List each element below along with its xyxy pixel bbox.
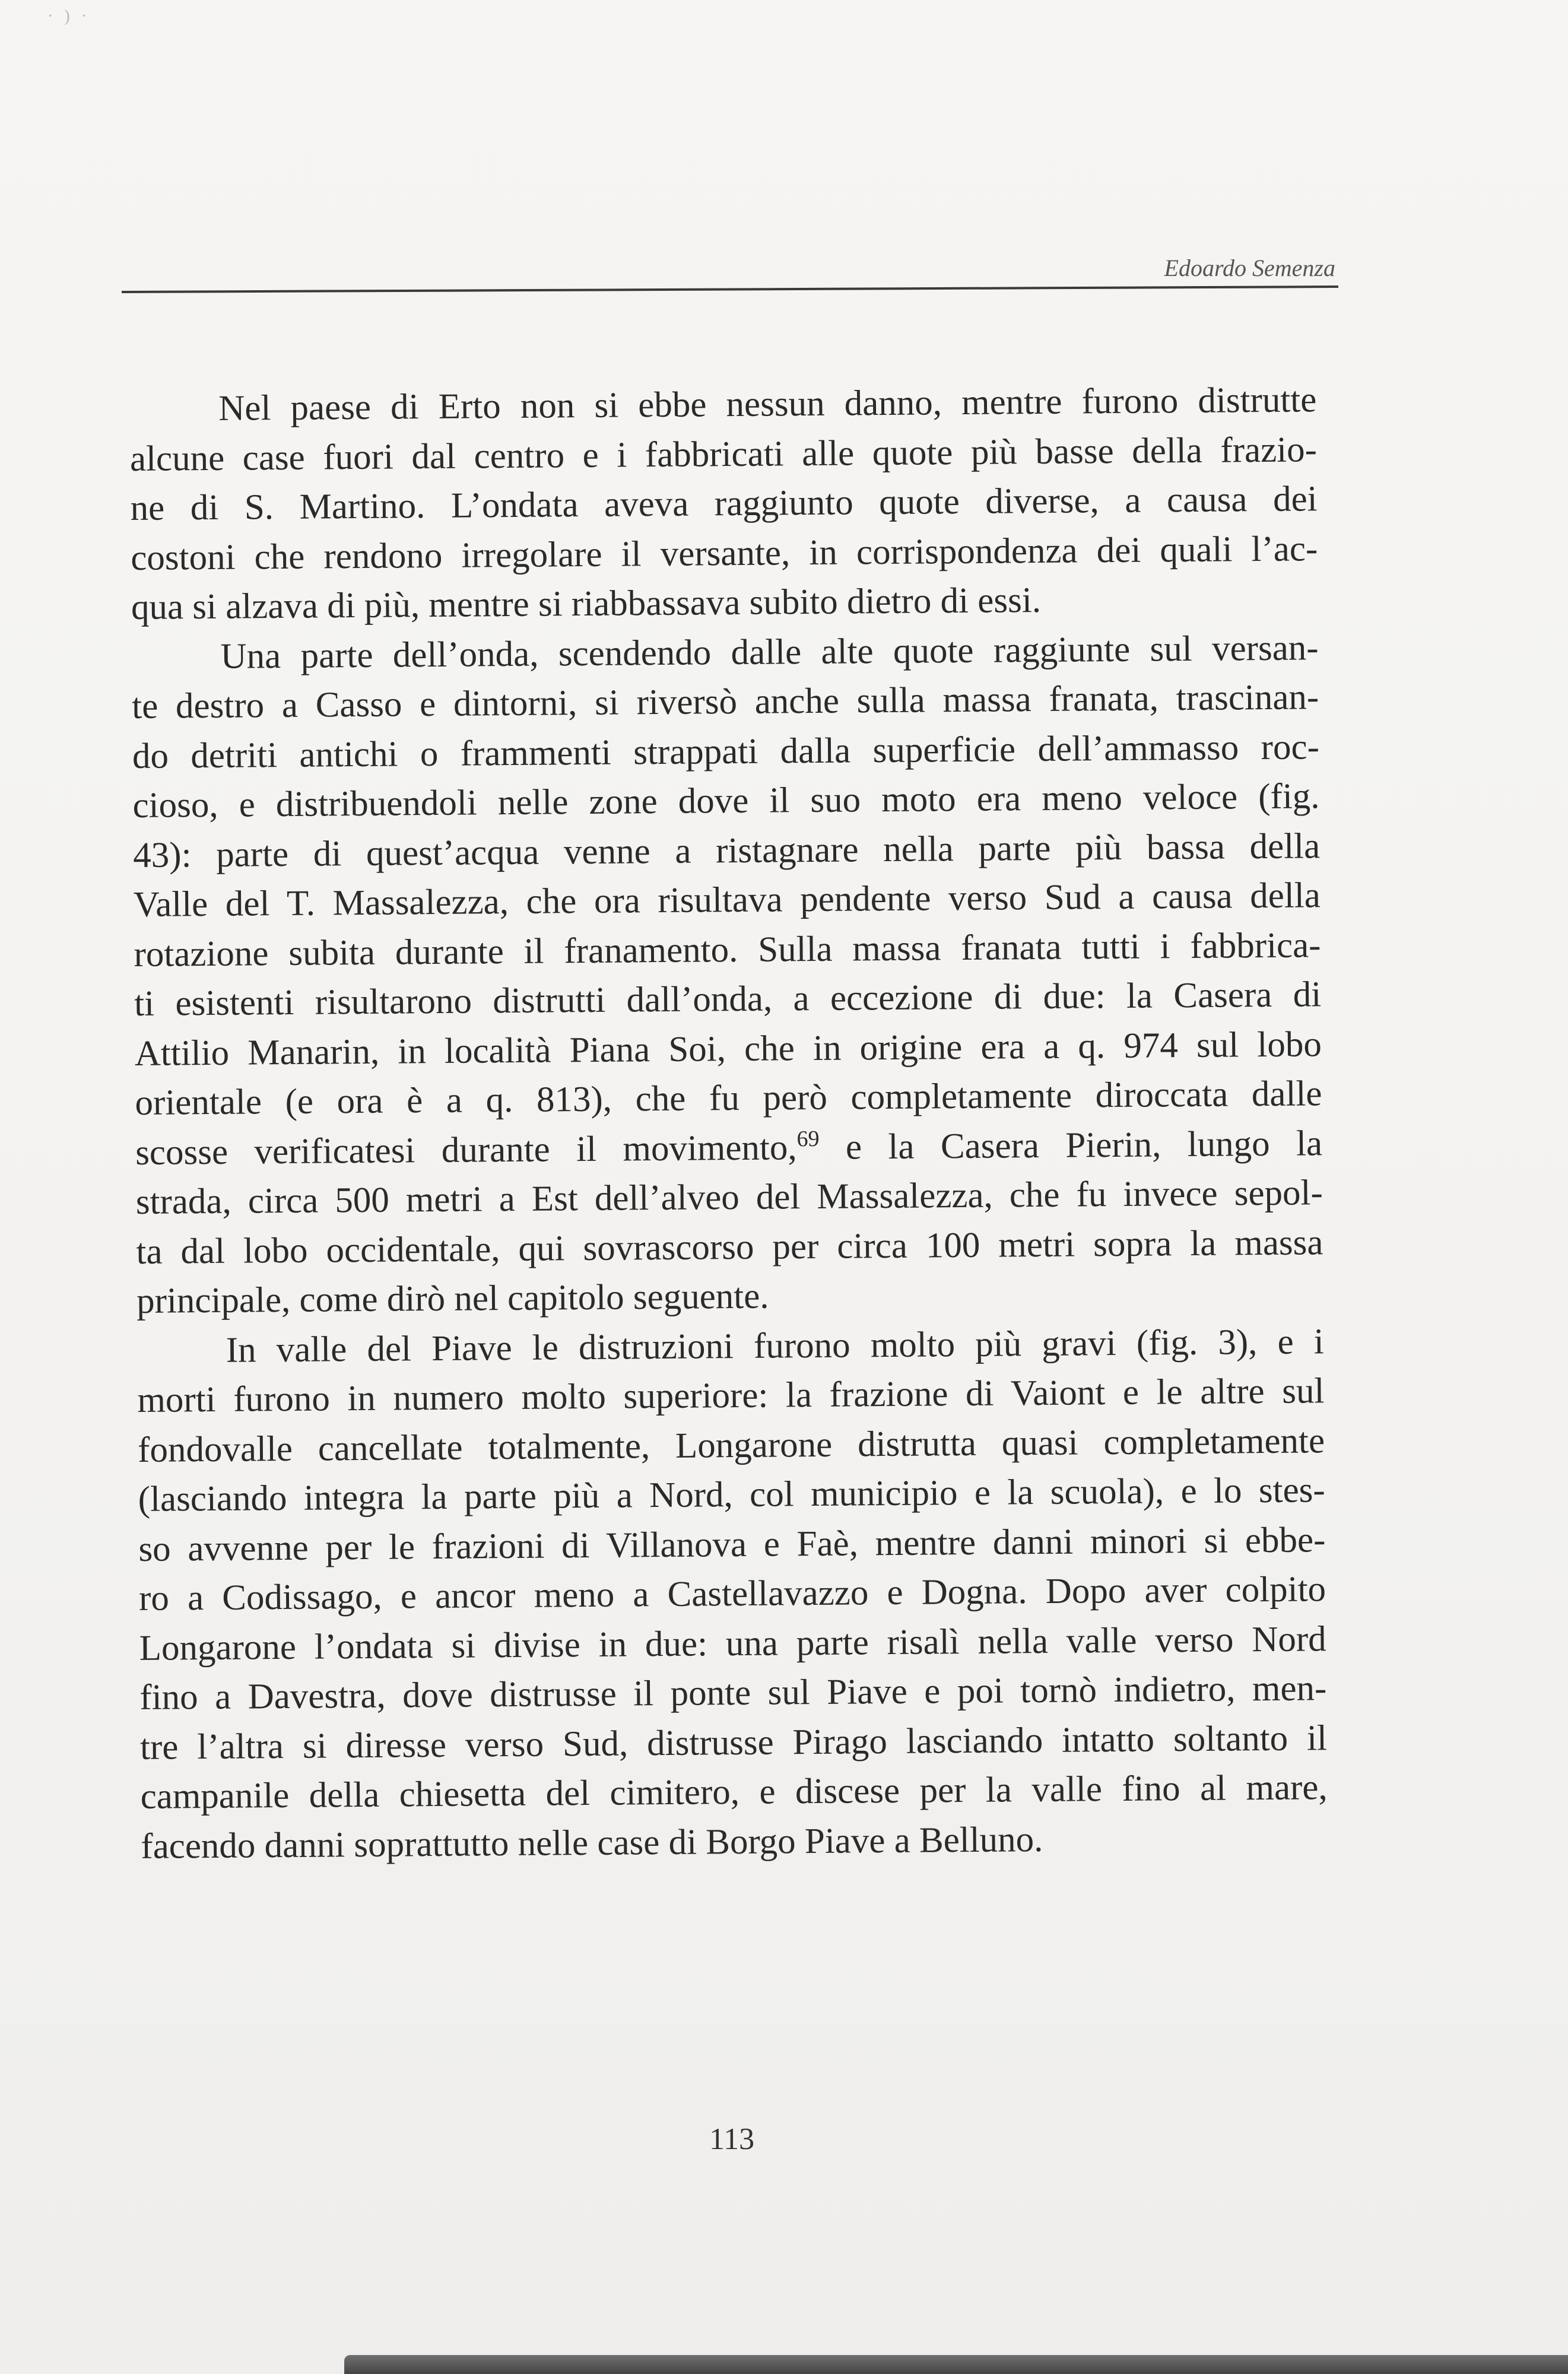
text-line: 43): parte di quest’acqua venne a ristagnare nella parte più bassa della <box>132 826 1321 875</box>
text-line: ro a Codissago, e ancor meno a Castellavazzo e Dogna. Dopo aver colpito <box>138 1569 1326 1618</box>
text-line: fino a Davestra, dove distrusse il ponte sul Piave e poi tornò indietro, men- <box>139 1668 1327 1718</box>
text-line: so avvenne per le frazioni di Villanova e Faè, mentre danni minori si ebbe- <box>138 1519 1326 1569</box>
text-line: cioso, e distribuendoli nelle zone dove il suo moto era meno veloce (fig. <box>132 776 1320 826</box>
text-line: Una parte dell’onda, scendendo dalle alte quote raggiunte sul versan- <box>220 627 1319 677</box>
text-line: tre l’altra si diresse verso Sud, distrusse Pirago lasciando intatto soltanto il <box>139 1718 1328 1767</box>
text-line: principale, come dirò nel capitolo seguente. <box>136 1276 769 1321</box>
text-line-with-footnote <box>135 1119 1323 1178</box>
page-edge-shadow <box>344 2355 1568 2374</box>
text-line: Attilio Manarin, in località Piana Soi, che in origine era a q. 974 sul lobo <box>134 1024 1322 1074</box>
text-line: fondovalle cancellate totalmente, Longarone distrutta quasi completamente <box>137 1420 1325 1470</box>
header-rule <box>122 285 1338 293</box>
paragraph-2 <box>131 623 1323 1326</box>
text-line: orientale (e ora è a q. 813), che fu però completamente diroccata dalle <box>135 1074 1322 1123</box>
footnote-ref[interactable]: 69 <box>796 1126 820 1151</box>
text-line: ta dal lobo occidentale, qui sovrascorso per circa 100 metri sopra la massa <box>136 1222 1323 1272</box>
body-text <box>129 375 1328 1871</box>
text-line: ti esistenti risultarono distrutti dall’onda, a eccezione di due: la Casera di <box>134 975 1322 1024</box>
text-line: In valle del Piave le distruzioni furono molto più gravi (fig. 3), e i <box>226 1321 1324 1370</box>
text-line: Valle del T. Massalezza, che ora risultava pendente verso Sud a causa della <box>133 875 1321 925</box>
text-line: strada, circa 500 metri a Est dell’alveo del Massalezza, che fu invece sepol- <box>135 1173 1323 1222</box>
text-line: alcune case fuori dal centro e i fabbricati alle quote più basse della frazio- <box>129 429 1318 479</box>
text-line: te destro a Casso e dintorni, si riversò anche sulla massa franata, trascinan- <box>131 677 1319 726</box>
text-line: ne di S. Martino. L’ondata aveva raggiunto quote diverse, a causa dei <box>130 479 1318 528</box>
page-number: 113 <box>709 2122 755 2156</box>
text-line: (lasciando integra la parte più a Nord, col municipio e la scuola), e lo stes- <box>138 1470 1325 1519</box>
text-line: facendo danni soprattutto nelle case di Borgo Piave a Belluno. <box>141 1819 1043 1867</box>
corner-mark: · ) · <box>47 7 90 26</box>
paragraph-3 <box>137 1317 1328 1871</box>
text-line: morti furono in numero molto superiore: la frazione di Vaiont e le altre sul <box>137 1371 1325 1420</box>
running-head-author: Edoardo Semenza <box>1164 255 1335 281</box>
text-line: campanile della chiesetta del cimitero, e discese per la valle fino al mare, <box>140 1767 1328 1817</box>
text-line: qua si alzava di più, mentre si riabbassava subito dietro di essi. <box>131 580 1042 627</box>
paragraph-1 <box>129 375 1318 632</box>
text-line: costoni che rendono irregolare il versante, in corrispondenza dei quali l’ac- <box>131 528 1318 578</box>
text-line: rotazione subita durante il franamento. Sulla massa franata tutti i fabbrica- <box>134 925 1321 975</box>
text-line: Nel paese di Erto non si ebbe nessun danno, mentre furono distrutte <box>218 380 1317 429</box>
text-line: do detriti antichi o frammenti strappati dalla superficie dell’ammasso roc- <box>132 726 1320 776</box>
text-segment: e la Casera Pierin, lungo la <box>819 1123 1323 1167</box>
text-segment: scosse verificatesi durante il movimento, <box>135 1127 797 1173</box>
text-line: Longarone l’ondata si divise in due: una parte risalì nella valle verso Nord <box>139 1618 1326 1668</box>
